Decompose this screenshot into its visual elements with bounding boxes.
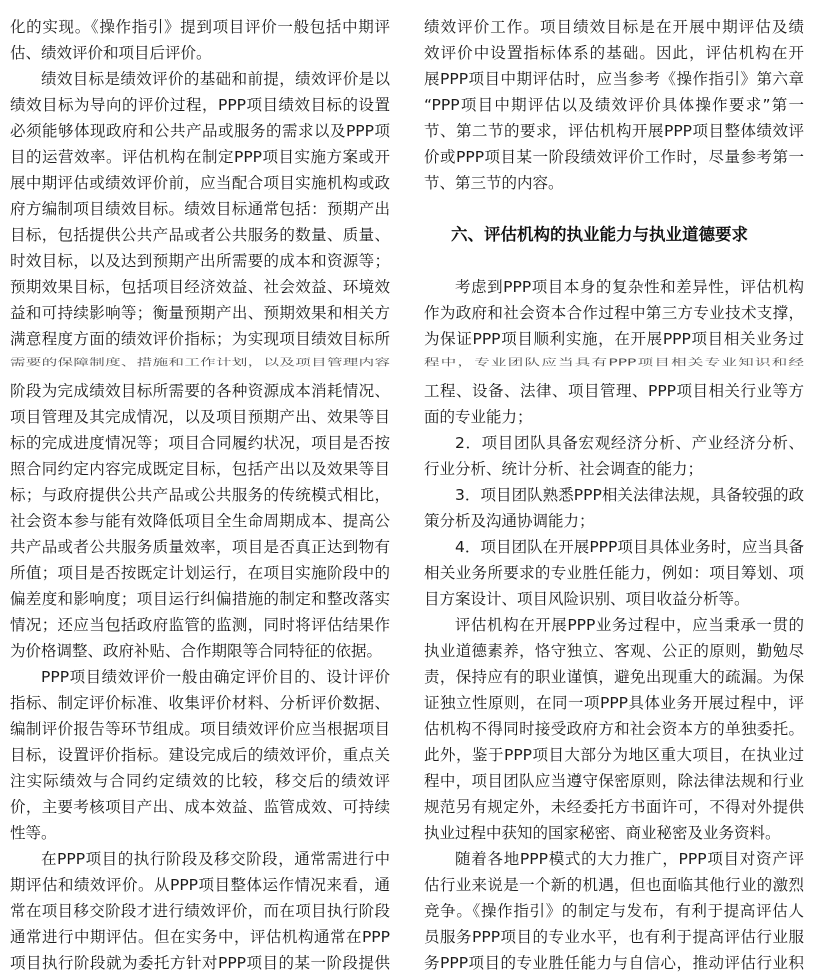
text-line: 在PPP项目的执行阶段及移交阶段，通常需进行中 — [41, 850, 390, 868]
text-line: 目的运营效率。评估机构在制定PPP项目实施方案或开 — [10, 148, 390, 166]
text-line: 目方案设计、项目风险识别、项目收益分析等。 — [424, 590, 750, 608]
text-line: 执业道德素养，恪守独立、客观、公正的原则，勤勉尽 — [424, 642, 804, 660]
text-line: 偏差度和影响度；项目运行纠偏措施的制定和整改落实 — [10, 590, 390, 608]
text-line: 规范另有规定外，未经委托方书面许可，不得对外提供 — [424, 798, 804, 816]
text-line: 作为政府和社会资本合作过程中第三方专业技术支撑， — [424, 304, 804, 322]
text-line: 2．项目团队具备宏观经济分析、产业经济分析、 — [455, 434, 804, 452]
text-line: 展PPP项目中期评估时，应当参考《操作指引》第六章 — [424, 70, 804, 88]
text-line: 程中，项目团队应当遵守保密原则，除法律法规和行业 — [424, 772, 804, 790]
text-line: 3．项目团队熟悉PPP相关法律法规，具备较强的政 — [455, 486, 804, 504]
text-line: 节、第二节的要求，评估机构开展PPP项目整体绩效评 — [424, 122, 804, 140]
text-line: 目标，包括提供公共产品或者公共服务的数量、质量、 — [10, 226, 390, 244]
text-line: 为价格调整、政府补贴、合作期限等合同特征的依据。 — [10, 642, 383, 660]
text-line: 预期效果目标，包括项目经济效益、社会效益、环境效 — [10, 278, 390, 296]
text-line: 绩效目标是绩效评价的基础和前提，绩效评价是以 — [41, 70, 390, 88]
text-line: 执业过程中获知的国家秘密、商业秘密及业务资料。 — [424, 824, 781, 842]
text-line: 共产品或者公共服务质量效率，项目是否真正达到物有 — [10, 538, 390, 556]
text-line: 期评估和绩效评价。从PPP项目整体运作情况来看，通 — [10, 876, 390, 894]
text-line: 需要的保障制度、措施和工作计划，以及项目管理内容 — [10, 356, 390, 369]
text-line: 注实际绩效与合同约定绩效的比较，移交后的绩效评 — [10, 772, 390, 790]
text-line: 员服务PPP项目的专业水平，也有利于提高评估行业服 — [424, 928, 804, 946]
text-line: 证独立性原则，在同一项PPP具体业务开展过程中，评 — [424, 694, 804, 712]
text-line: 必须能够体现政府和公共产品或服务的需求以及PPP项 — [10, 122, 390, 140]
text-line: 策分析及沟通协调能力； — [424, 512, 595, 530]
text-line: 程中，专业团队应当具有PPP项目相关专业知识和经 — [424, 356, 804, 369]
text-line: 绩效目标为导向的评价过程，PPP项目绩效目标的设置 — [10, 96, 390, 114]
text-line: 化的实现。《操作指引》提到项目评价一般包括中期评 — [10, 18, 390, 36]
text-line: 府方编制项目绩效目标。绩效目标通常包括：预期产出 — [10, 200, 390, 218]
text-line: 效评价中设置指标体系的基础。因此，评估机构在开 — [424, 44, 804, 62]
text-line: 为保证PPP项目顺利实施，在开展PPP项目相关业务过 — [424, 330, 804, 348]
text-line: 通常进行中期评估。但在实务中，评估机构通常在PPP — [10, 928, 390, 946]
text-line: 此外，鉴于PPP项目大部分为地区重大项目，在执业过 — [424, 746, 804, 764]
text-line: 标的完成进度情况等；项目合同履约状况，项目是否按 — [10, 434, 390, 452]
text-line: 性等。 — [10, 824, 57, 842]
text-line: 价，主要考核项目产出、成本效益、监管成效、可持续 — [10, 798, 390, 816]
text-line: 情况；还应当包括政府监管的监测，同时将评估结果作 — [10, 616, 390, 634]
text-line: 估、绩效评价和项目后评价。 — [10, 44, 212, 62]
text-line: 价或PPP项目某一阶段绩效评价工作时，尽量参考第一 — [424, 148, 804, 166]
blank-line — [424, 196, 804, 222]
text-line: 益和可持续影响等；衡量预期产出、预期效果和相关方 — [10, 304, 390, 322]
text-line: 社会资本参与能有效降低项目全生命周期成本、提高公 — [10, 512, 390, 530]
text-line: 项目管理及其完成情况，以及项目预期产出、效果等目 — [10, 408, 390, 426]
text-line: “PPP项目中期评估以及绩效评价具体操作要求”第一 — [424, 96, 804, 114]
text-line: 估机构不得同时接受政府方和社会资本方的单独委托。 — [424, 720, 804, 738]
text-line: 标；与政府提供公共产品或公共服务的传统模式相比， — [10, 486, 390, 504]
text-line: 考虑到PPP项目本身的复杂性和差异性，评估机构 — [455, 278, 804, 296]
text-line: 责，保持应有的职业谨慎，避免出现重大的疏漏。为保 — [424, 668, 804, 686]
text-line: 4．项目团队在开展PPP项目具体业务时，应当具备 — [455, 538, 804, 556]
blank-line — [424, 248, 804, 274]
text-line: 务PPP项目的专业胜任能力与自信心，推动评估行业积 — [424, 954, 804, 972]
text-line: 满意程度方面的绩效评价指标；为实现项目绩效目标所 — [10, 330, 390, 348]
text-line: 时效目标，以及达到预期产出所需要的成本和资源等； — [10, 252, 390, 270]
text-line: 随着各地PPP模式的大力推广，PPP项目对资产评 — [455, 850, 804, 868]
text-line: 指标、制定评价标准、收集评价材料、分析评价数据、 — [10, 694, 390, 712]
text-line: 估行业来说是一个新的机遇，但也面临其他行业的激烈 — [424, 876, 804, 894]
text-line: PPP项目绩效评价一般由确定评价目的、设计评价 — [41, 668, 390, 686]
text-line: 竞争。《操作指引》的制定与发布，有利于提高评估人 — [424, 902, 804, 920]
text-line: 工程、设备、法律、项目管理、PPP项目相关行业等方 — [424, 382, 804, 400]
text-column-left — [10, 14, 390, 976]
text-line: 展中期评估或绩效评价前，应当配合项目实施机构或政 — [10, 174, 390, 192]
text-line: 照合同约定内容完成既定目标，包括产出以及效果等目 — [10, 460, 390, 478]
text-line: 所值；项目是否按既定计划运行，在项目实施阶段中的 — [10, 564, 390, 582]
text-line: 常在项目移交阶段才进行绩效评价，而在项目执行阶段 — [10, 902, 390, 920]
text-line: 节、第三节的内容。 — [424, 174, 564, 192]
text-line: 评估机构在开展PPP业务过程中，应当秉承一贯的 — [455, 616, 804, 634]
section-heading: 六、评估机构的执业能力与执业道德要求 — [451, 225, 748, 244]
text-line: 项目执行阶段就为委托方针对PPP项目的某一阶段提供 — [10, 954, 390, 972]
text-line: 目标，设置评价指标。建设完成后的绩效评价，重点关 — [10, 746, 390, 764]
text-line: 行业分析、统计分析、社会调查的能力； — [424, 460, 704, 478]
text-line: 相关业务所要求的专业胜任能力，例如：项目筹划、项 — [424, 564, 804, 582]
text-line: 阶段为完成绩效目标所需要的各种资源成本消耗情况、 — [10, 382, 390, 400]
text-line: 面的专业能力； — [424, 408, 533, 426]
text-line: 编制评价报告等环节组成。项目绩效评价应当根据项目 — [10, 720, 390, 738]
text-line: 绩效评价工作。项目绩效目标是在开展中期评估及绩 — [424, 18, 804, 36]
text-column-right — [424, 14, 804, 976]
